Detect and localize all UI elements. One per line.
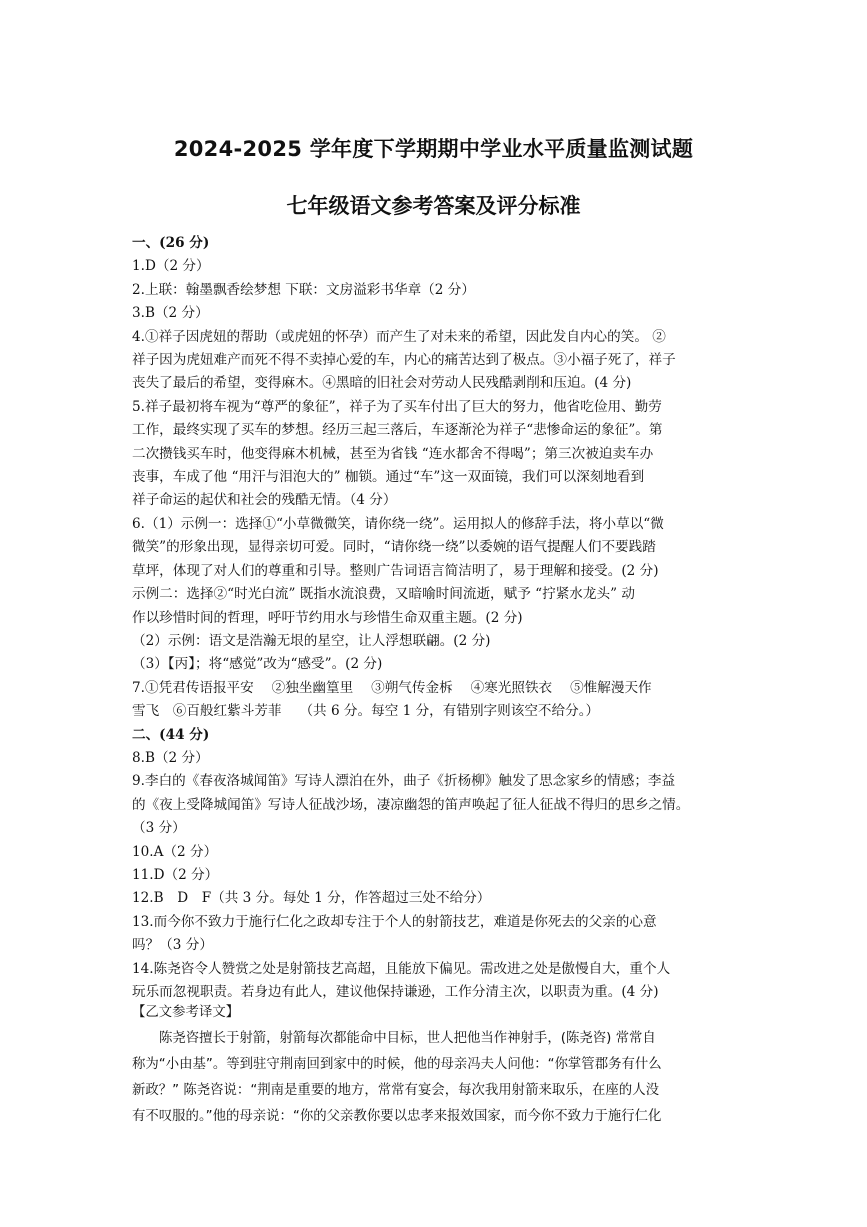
answer-line: 9.李白的《春夜洛城闻笛》写诗人漂泊在外，曲子《折杨柳》触发了思念家乡的情感；李益	[132, 773, 676, 790]
answer-line: 11.D（2 分）	[132, 866, 219, 883]
answer-line: 的《夜上受降城闻笛》写诗人征战沙场，凄凉幽怨的笛声唤起了征人征战不得归的思乡之情。	[132, 796, 690, 813]
answer-line: 微笑”的形象出现，显得亲切可爱。同时，“请你绕一绕”以委婉的语气提醒人们不要践踏	[132, 539, 656, 556]
answer-line: 7.①凭君传语报平安 ②独坐幽篁里 ③朔气传金柝 ④寒光照铁衣 ⑤惟解漫天作	[132, 679, 652, 696]
translation-section	[132, 1000, 742, 1130]
answer-line: 工作，最终实现了买车的梦想。经历三起三落后，车逐渐沦为祥子“悲惨命运的象征”。第	[132, 422, 663, 439]
answer-line: 玩乐而忽视职责。若身边有此人，建议他保持谦逊，工作分清主次，以职责为重。(4 分)	[132, 984, 659, 1000]
answer-line: 5.祥子最初将车视为“尊严的象征”，祥子为了买车付出了巨大的努力，他省吃俭用、勤劳	[132, 398, 662, 415]
answer-line: 丧事，车成了他 “用汗与泪泡大的” 枷锁。通过“车”这一双面镜，我们可以深刻地看到	[132, 469, 645, 486]
answer-line: 14.陈尧咨令人赞赏之处是射箭技艺高超，且能放下偏见。需改进之处是傲慢自大，重个人	[132, 960, 671, 977]
answer-line: 10.A（2 分）	[132, 843, 218, 860]
answer-line: 二、(44 分)	[132, 726, 210, 743]
answer-line: 吗？（3 分）	[132, 937, 213, 954]
answer-line: 8.B（2 分）	[132, 749, 209, 766]
answer-line: 2.上联：翰墨飘香绘梦想 下联：文房溢彩书华章（2 分）	[132, 281, 475, 298]
answer-line: 一、(26 分)	[132, 235, 210, 251]
answer-line: 作以珍惜时间的哲理，呼吁节约用水与珍惜生命双重主题。(2 分)	[132, 609, 523, 626]
translation-line: 有不叹服的。”他的母亲说：“你的父亲教你要以忠孝来报效国家，而今你不致力于施行仁化	[132, 1109, 662, 1124]
document-title: 2024-2025 学年度下学期期中学业水平质量监测试题	[173, 137, 694, 161]
answer-line: 13.而今你不致力于施行仁化之政却专注于个人的射箭技艺，难道是你死去的父亲的心意	[132, 913, 657, 930]
answer-line: 6.（1）示例一：选择①“小草微微笑，请你绕一绕”。运用拟人的修辞手法，将小草以“微	[132, 515, 664, 532]
document-subtitle: 七年级语文参考答案及评分标准	[286, 194, 581, 218]
translation-body	[132, 1026, 742, 1130]
answers-section	[132, 232, 742, 1004]
answer-line: 祥子因为虎妞难产而死不得不卖掉心爱的车，内心的痛苦达到了极点。③小福子死了，祥子	[132, 352, 676, 369]
answer-line: 3.B（2 分）	[132, 305, 209, 322]
answer-line: 草坪，体现了对人们的尊重和引导。整则广告词语言简洁明了，易于理解和接受。(2 分)	[132, 562, 659, 579]
translation-heading: 【乙文参考译文】	[132, 1005, 240, 1020]
answer-line: （3 分）	[132, 820, 186, 837]
translation-line: 称为“小由基”。等到驻守荆南回到家中的时候，他的母亲冯夫人问他：“你掌管郡务有什么	[132, 1057, 662, 1072]
answer-line: （2）示例：语文是浩瀚无垠的星空，让人浮想联翩。(2 分)	[132, 632, 491, 649]
answer-line: （3）【丙】；将“感觉”改为“感受”。(2 分)	[132, 656, 383, 673]
answer-line: 二次攒钱买车时，他变得麻木机械，甚至为省钱 “连水都舍不得喝”；第三次被迫卖车办	[132, 445, 654, 462]
answer-line: 4.①祥子因虎妞的帮助（或虎妞的怀孕）而产生了对未来的希望，因此发自内心的笑。 ②	[132, 328, 666, 345]
answer-line: 祥子命运的起伏和社会的残酷无情。（4 分）	[132, 492, 397, 509]
answer-line: 12.B D F（共 3 分。每处 1 分，作答超过三处不给分）	[132, 890, 491, 907]
answer-line: 1.D（2 分）	[132, 258, 210, 275]
translation-line: 新政？” 陈尧咨说：“荆南是重要的地方，常常有宴会，每次我用射箭来取乐，在座的人没	[132, 1083, 659, 1098]
answer-line: 示例二：选择②“时光白流” 既指水流浪费，又暗喻时间流逝，赋予 “拧紧水龙头” 动	[132, 586, 635, 603]
answer-line: 雪飞 ⑥百般红紫斗芳菲 （共 6 分。每空 1 分，有错别字则该空不给分。）	[132, 703, 600, 720]
answer-line: 丧失了最后的希望，变得麻木。④黑暗的旧社会对劳动人民残酷剥削和压迫。(4 分)	[132, 375, 632, 392]
translation-line: 陈尧咨擅长于射箭，射箭每次都能命中目标，世人把他当作神射手，(陈尧咨) 常常自	[159, 1031, 656, 1046]
